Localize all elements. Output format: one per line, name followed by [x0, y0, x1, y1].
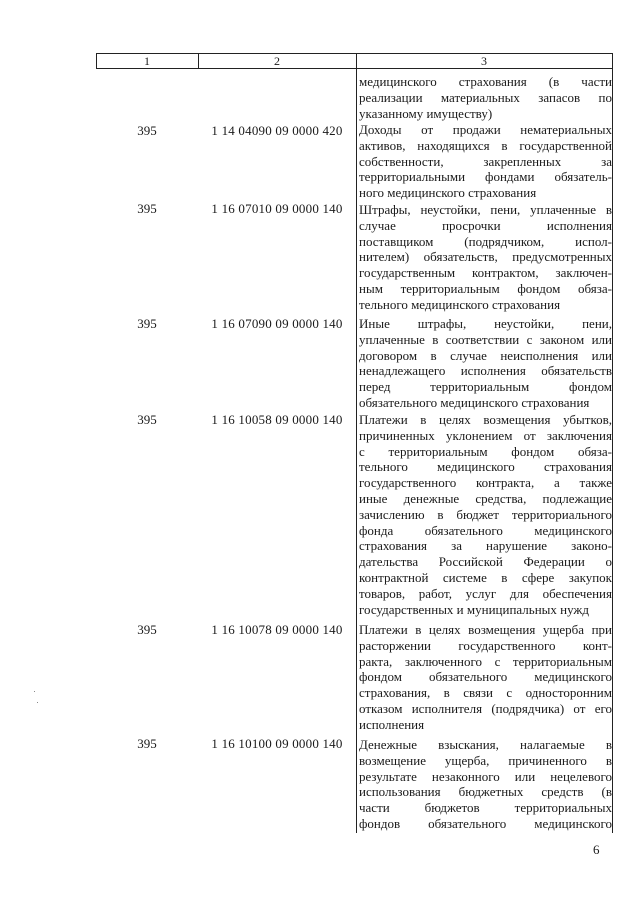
admin-code-cell: 395 [137, 622, 157, 637]
text-line: собственности, закрепленных за [359, 153, 612, 169]
table-row-description [359, 202, 612, 313]
text-line: Платежи в целях возмещения ущерба при [359, 622, 612, 637]
kbk-code-cell: 1 16 10100 09 0000 140 [211, 736, 343, 751]
text-line: дательства Российской Федерации о [359, 554, 612, 570]
text-line: Платежи в целях возмещения убытков, [359, 412, 612, 427]
admin-code-cell: 395 [137, 736, 157, 751]
text-line: Денежные взыскания, налагаемые в [359, 737, 612, 752]
text-line: уплаченные в соответствии с законом или [359, 331, 612, 347]
kbk-code-cell: 1 16 07090 09 0000 140 [211, 316, 343, 331]
text-line: с территориальным фондом обяза- [359, 443, 612, 459]
text-line: фондов обязательного медицинского [359, 815, 612, 831]
text-line: товаров, работ, услуг для обеспечения [359, 585, 612, 601]
admin-code-cell: 395 [137, 123, 157, 138]
table-row-description [359, 122, 612, 201]
text-line: страхования за нарушение законо- [359, 538, 612, 554]
text-line: Иные штрафы, неустойки, пени, [359, 316, 612, 331]
text-line: тельного медицинского страхования [359, 296, 561, 312]
text-line: государственных и муниципальных нужд [359, 601, 590, 617]
table-row-description [359, 622, 612, 733]
text-line: государственным контрактом, заключен- [359, 265, 612, 281]
text-line: фондом обязательного медицинского [359, 669, 612, 685]
text-line: зачислению в бюджет территориального [359, 506, 612, 522]
text-line: ным территориальным фондом обяза- [359, 280, 612, 296]
text-line: договором в случае неисполнения или [359, 347, 612, 363]
scan-speck [34, 691, 35, 692]
kbk-code-cell: 1 16 10078 09 0000 140 [211, 622, 343, 637]
scan-speck [37, 702, 38, 703]
admin-code-cell: 395 [137, 316, 157, 331]
text-line: результате незаконного или нецелевого [359, 768, 612, 784]
text-line: страхования, в связи с односторонним [359, 685, 612, 701]
text-line: обязательного медицинского страхования [359, 394, 590, 410]
text-line: расторжении государственного конт- [359, 637, 612, 653]
text-line: возмещение ущерба, причиненного в [359, 752, 612, 768]
text-line: исполнения [359, 716, 425, 732]
text-line: причиненных уклонением от заключения [359, 427, 612, 443]
header-bottom-border [96, 68, 613, 69]
table-right-border [612, 53, 613, 833]
col2-divider [356, 53, 357, 833]
kbk-code-cell: 1 16 10058 09 0000 140 [211, 412, 343, 427]
table-row-description [359, 316, 612, 411]
text-line: тельного медицинского страхования [359, 459, 612, 475]
text-line: активов, находящихся в государственной [359, 137, 612, 153]
table-row-description [359, 74, 612, 121]
text-line: нителем) обязательств, предусмотренных [359, 249, 612, 265]
text-line: перед территориальным фондом [359, 379, 612, 395]
text-line: реализации материальных запасов по [359, 89, 612, 105]
page-number: 6 [593, 842, 600, 857]
header-col-2: 2 [274, 54, 280, 68]
text-line: ракта, заключенного с территориальным [359, 653, 612, 669]
text-line: иные денежные средства, подлежащие [359, 490, 612, 506]
text-line: отказом исполнителя (подрядчика) от его [359, 700, 612, 716]
table-row-description [359, 737, 612, 832]
header-col-1: 1 [144, 54, 150, 68]
text-line: медицинского страхования (в части [359, 74, 612, 89]
header-col-3: 3 [481, 54, 487, 68]
admin-code-cell: 395 [137, 412, 157, 427]
text-line: ненадлежащего исполнения обязательств [359, 363, 612, 379]
text-line: указанному имуществу) [359, 105, 493, 121]
text-line: государственного контракта, а также [359, 475, 612, 491]
text-line: Штрафы, неустойки, пени, уплаченные в [359, 202, 612, 217]
kbk-code-cell: 1 16 07010 09 0000 140 [211, 201, 343, 216]
kbk-code-cell: 1 14 04090 09 0000 420 [211, 123, 343, 138]
text-line: ного медицинского страхования [359, 185, 537, 201]
text-line: территориальными фондами обязатель- [359, 169, 612, 185]
table-row-description [359, 412, 612, 617]
admin-code-cell: 395 [137, 201, 157, 216]
text-line: фонда обязательного медицинского [359, 522, 612, 538]
text-line: контрактной системе в сфере закупок [359, 569, 612, 585]
text-line: использования бюджетных средств (в [359, 784, 612, 800]
text-line: случае просрочки исполнения [359, 217, 612, 233]
text-line: части бюджетов территориальных [359, 800, 612, 816]
text-line: Доходы от продажи нематериальных [359, 122, 612, 137]
text-line: поставщиком (подрядчиком, испол- [359, 233, 612, 249]
